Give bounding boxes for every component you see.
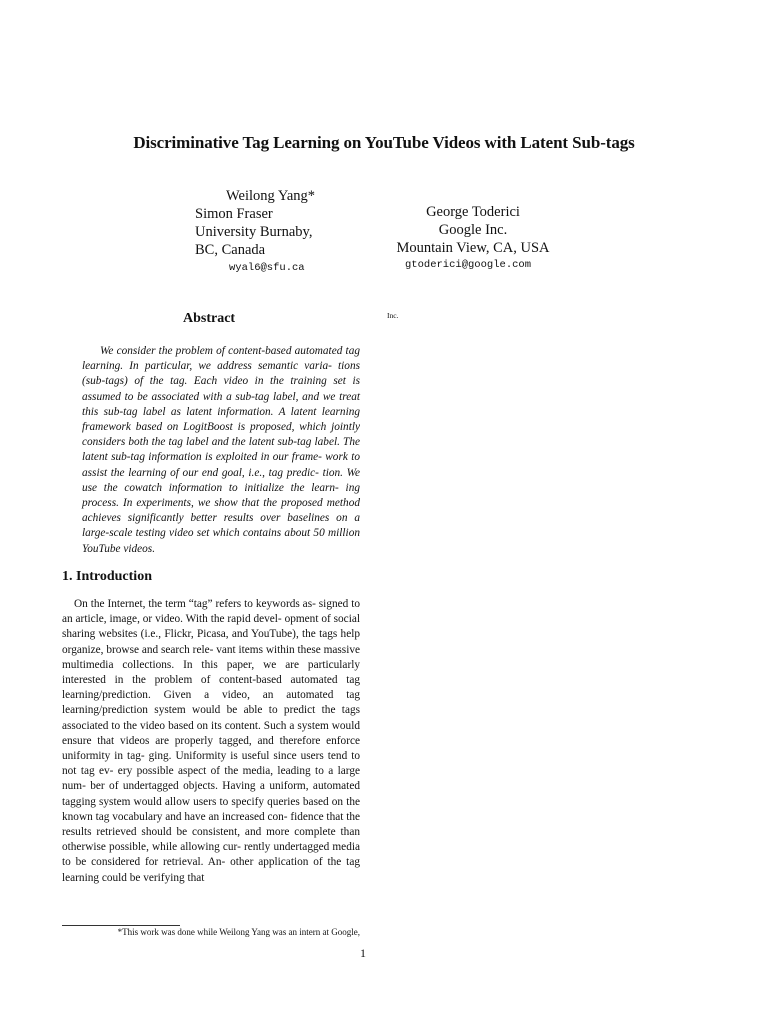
author-1-affiliation-line: University Burnaby,: [195, 224, 313, 240]
author-2-email: gtoderici@google.com: [405, 259, 532, 271]
author-1-affiliation-line: BC, Canada: [195, 242, 266, 258]
abstract-text: We consider the problem of content-based automated tag learning. In particular, we address semantic varia- tions (sub-tags) of the tag. Each video in the training set is assumed to be associated with a sub-tag label, and we treat this sub-tag label as latent information. A latent learning framework based on LogitBoost is proposed, which jointly considers both the tag label and the latent sub-tag label. The latent sub-tag information is exploited in our frame- work to assist the learning of our end goal, i.e., tag predic- tion. We use the cowatch information to initialize the learn- ing process. In experiments, we show that the proposed method achieves significantly better results over baselines on a large-scale testing video set which contains about 50 million YouTube videos.: [82, 345, 360, 555]
author-2-affiliation-line: Mountain View, CA, USA: [396, 240, 550, 256]
author-1-affiliation: [195, 205, 312, 259]
abstract-heading: Abstract: [183, 311, 236, 326]
author-2-affiliation-line: Google Inc.: [438, 222, 508, 238]
author-1-affiliation-line: Simon Fraser: [195, 206, 273, 222]
introduction-text: On the Internet, the term “tag” refers to keywords as- signed to an article, image, or video. With the rapid devel- opment of social sharing websites (i.e., Flickr, Picasa, and YouTube), the tags help organize, browse and search rele- vant items within these massive multimedia collections. In this paper, we are particularly interested in the problem of content-based automated tag learning/prediction. Given a video, an automated tag learning/prediction system would be able to predict the tags associated to the video based on its content. Such a system would ensure that videos are properly tagged, and therefore enforce uniformity in tag- ging. Uniformity is useful since users tend to not tag ev- ery possible aspect of the media, leading to a large num- ber of undertagged objects. Having a uniform, automated tagging system would allow users to specify queries based on the known tag vocabulary and have an increased con- fidence that the results retrieved should be consistent, and more complete than otherwise possible, while allowing cur- rently undertagged media to be considered for retrieval. An- other application of the tag learning could be verifying that: [62, 598, 360, 884]
author-2-block: [392, 203, 554, 257]
paper-title: Discriminative Tag Learning on YouTube Videos with Latent Sub-tags: [133, 133, 635, 152]
author-2-name: George Toderici: [426, 204, 520, 220]
author-1-email: wyal6@sfu.ca: [229, 262, 305, 274]
stray-text: Inc.: [387, 311, 399, 320]
footnote: *This work was done while Weilong Yang was an intern at Google,: [117, 927, 360, 937]
author-1-name: Weilong Yang*: [226, 188, 316, 204]
footnote-rule: [62, 925, 180, 926]
page-number: 1: [360, 946, 366, 960]
section-heading-introduction: 1. Introduction: [62, 569, 152, 584]
